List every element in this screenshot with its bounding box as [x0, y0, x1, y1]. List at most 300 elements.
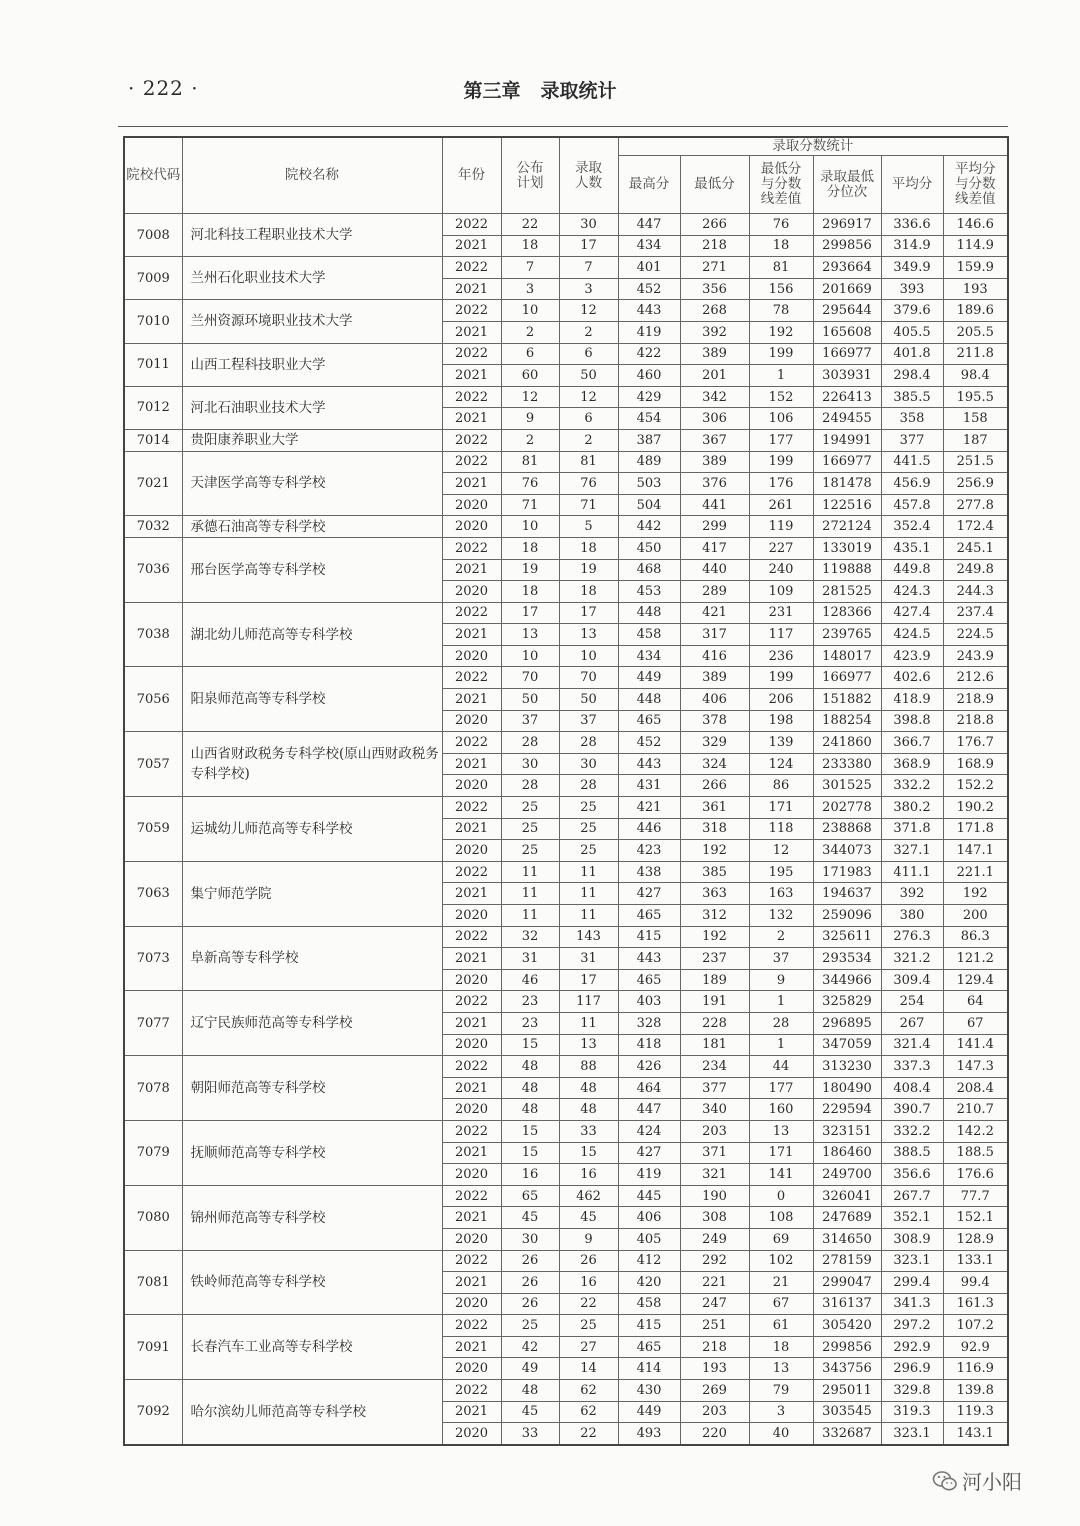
cell-max: 415: [618, 926, 680, 948]
cell-year: 2022: [442, 1185, 501, 1207]
cell-min: 376: [680, 473, 749, 495]
cell-min: 318: [680, 818, 749, 840]
cell-min-rank: 202778: [813, 797, 881, 819]
cell-admitted: 2: [559, 429, 618, 451]
cell-min-rank: 344073: [813, 840, 881, 862]
cell-avg: 267.7: [881, 1185, 943, 1207]
cell-min-diff: 199: [749, 451, 813, 473]
cell-max: 450: [618, 537, 680, 559]
cell-avg: 371.8: [881, 818, 943, 840]
cell-plan: 37: [501, 710, 559, 732]
cell-year: 2021: [442, 559, 501, 581]
cell-max: 415: [618, 1315, 680, 1337]
cell-min-diff: 40: [749, 1423, 813, 1445]
cell-min-diff: 199: [749, 343, 813, 365]
cell-max: 405: [618, 1228, 680, 1250]
cell-max: 489: [618, 451, 680, 473]
cell-year: 2021: [442, 321, 501, 343]
cell-min: 193: [680, 1358, 749, 1380]
cell-plan: 70: [501, 667, 559, 689]
table-row: [124, 343, 1008, 365]
cell-avg-diff: 176.6: [943, 1164, 1008, 1186]
cell-avg-diff: 147.1: [943, 840, 1008, 862]
cell-min-diff: 195: [749, 861, 813, 883]
cell-min-diff: 171: [749, 1142, 813, 1164]
cell-admitted: 70: [559, 667, 618, 689]
cell-min-rank: 180490: [813, 1077, 881, 1099]
cell-plan: 22: [501, 214, 559, 236]
cell-avg: 352.4: [881, 516, 943, 538]
table-row: [124, 1056, 1008, 1078]
cell-min-diff: 119: [749, 516, 813, 538]
cell-min-rank: 188254: [813, 710, 881, 732]
cell-min: 289: [680, 581, 749, 603]
cell-plan: 15: [501, 1142, 559, 1164]
cell-max: 447: [618, 1099, 680, 1121]
cell-max: 443: [618, 948, 680, 970]
cell-min-rank: 344966: [813, 969, 881, 991]
cell-year: 2021: [442, 408, 501, 430]
cell-admitted: 11: [559, 883, 618, 905]
cell-min-diff: 108: [749, 1207, 813, 1229]
cell-min: 192: [680, 840, 749, 862]
cell-max: 429: [618, 386, 680, 408]
cell-admitted: 15: [559, 1142, 618, 1164]
cell-max: 503: [618, 473, 680, 495]
cell-min-diff: 81: [749, 257, 813, 279]
cell-max: 434: [618, 645, 680, 667]
school-name: 集宁师范学院: [182, 861, 442, 926]
cell-avg: 402.6: [881, 667, 943, 689]
cell-min-diff: 139: [749, 732, 813, 754]
cell-min-rank: 295644: [813, 300, 881, 322]
cell-min-rank: 165608: [813, 321, 881, 343]
school-name: 锦州师范高等专科学校: [182, 1185, 442, 1250]
cell-max: 454: [618, 408, 680, 430]
cell-avg-diff: 244.3: [943, 581, 1008, 603]
cell-min-rank: 299856: [813, 1336, 881, 1358]
cell-avg-diff: 212.6: [943, 667, 1008, 689]
cell-min-diff: 3: [749, 1401, 813, 1423]
table-row: [124, 516, 1008, 538]
school-code: 7032: [124, 516, 182, 538]
cell-max: 442: [618, 516, 680, 538]
school-name: 阜新高等专科学校: [182, 926, 442, 991]
cell-avg-diff: 141.4: [943, 1034, 1008, 1056]
cell-year: 2021: [442, 1142, 501, 1164]
school-name: 山西工程科技职业大学: [182, 343, 442, 386]
cell-avg: 321.4: [881, 1034, 943, 1056]
cell-min-diff: 79: [749, 1380, 813, 1402]
cell-min: 378: [680, 710, 749, 732]
cell-avg: 329.8: [881, 1380, 943, 1402]
header-max: 最高分: [618, 156, 680, 214]
cell-min-diff: 198: [749, 710, 813, 732]
cell-min-diff: 28: [749, 1012, 813, 1034]
cell-avg: 254: [881, 991, 943, 1013]
cell-avg: 401.8: [881, 343, 943, 365]
footer-watermark: [932, 1466, 1022, 1495]
cell-plan: 18: [501, 235, 559, 257]
cell-admitted: 62: [559, 1380, 618, 1402]
cell-min-diff: 156: [749, 278, 813, 300]
school-code: 7012: [124, 386, 182, 429]
cell-year: 2022: [442, 926, 501, 948]
cell-min-diff: 9: [749, 969, 813, 991]
cell-max: 449: [618, 1401, 680, 1423]
cell-admitted: 3: [559, 278, 618, 300]
cell-min-diff: 18: [749, 1336, 813, 1358]
cell-year: 2021: [442, 818, 501, 840]
cell-min: 221: [680, 1272, 749, 1294]
cell-min: 269: [680, 1380, 749, 1402]
cell-min: 271: [680, 257, 749, 279]
school-name: 承德石油高等专科学校: [182, 516, 442, 538]
cell-min-diff: 1: [749, 1034, 813, 1056]
cell-admitted: 81: [559, 451, 618, 473]
cell-max: 438: [618, 861, 680, 883]
cell-plan: 33: [501, 1423, 559, 1445]
cell-avg: 358: [881, 408, 943, 430]
cell-avg-diff: 205.5: [943, 321, 1008, 343]
cell-min: 356: [680, 278, 749, 300]
cell-year: 2022: [442, 537, 501, 559]
school-code: 7092: [124, 1380, 182, 1445]
cell-avg-diff: 152.1: [943, 1207, 1008, 1229]
cell-max: 426: [618, 1056, 680, 1078]
cell-min: 228: [680, 1012, 749, 1034]
cell-plan: 19: [501, 559, 559, 581]
cell-avg: 423.9: [881, 645, 943, 667]
school-name: 贵阳康养职业大学: [182, 429, 442, 451]
cell-min: 377: [680, 1077, 749, 1099]
cell-admitted: 9: [559, 1228, 618, 1250]
cell-avg-diff: 251.5: [943, 451, 1008, 473]
school-code: 7008: [124, 214, 182, 257]
cell-min-rank: 299047: [813, 1272, 881, 1294]
cell-min-diff: 13: [749, 1358, 813, 1380]
cell-avg-diff: 211.8: [943, 343, 1008, 365]
cell-year: 2020: [442, 645, 501, 667]
cell-max: 401: [618, 257, 680, 279]
cell-admitted: 7: [559, 257, 618, 279]
cell-admitted: 30: [559, 753, 618, 775]
cell-plan: 2: [501, 321, 559, 343]
cell-min-diff: 132: [749, 905, 813, 927]
cell-min: 321: [680, 1164, 749, 1186]
cell-min-rank: 314650: [813, 1228, 881, 1250]
cell-max: 453: [618, 581, 680, 603]
cell-admitted: 117: [559, 991, 618, 1013]
table-row: [124, 429, 1008, 451]
table-body: [124, 214, 1008, 1445]
cell-min: 203: [680, 1120, 749, 1142]
cell-min: 385: [680, 861, 749, 883]
cell-admitted: 88: [559, 1056, 618, 1078]
cell-plan: 48: [501, 1099, 559, 1121]
cell-plan: 48: [501, 1077, 559, 1099]
cell-max: 446: [618, 818, 680, 840]
school-name: 哈尔滨幼儿师范高等专科学校: [182, 1380, 442, 1445]
cell-plan: 13: [501, 624, 559, 646]
cell-min-rank: 347059: [813, 1034, 881, 1056]
cell-plan: 25: [501, 797, 559, 819]
cell-max: 414: [618, 1358, 680, 1380]
cell-min-rank: 325829: [813, 991, 881, 1013]
cell-plan: 10: [501, 645, 559, 667]
cell-min: 192: [680, 926, 749, 948]
cell-min-rank: 325611: [813, 926, 881, 948]
cell-year: 2021: [442, 278, 501, 300]
cell-min: 190: [680, 1185, 749, 1207]
cell-max: 443: [618, 753, 680, 775]
cell-admitted: 6: [559, 408, 618, 430]
cell-avg-diff: 99.4: [943, 1272, 1008, 1294]
school-name: 铁岭师范高等专科学校: [182, 1250, 442, 1315]
cell-avg: 297.2: [881, 1315, 943, 1337]
cell-plan: 6: [501, 343, 559, 365]
cell-avg: 337.3: [881, 1056, 943, 1078]
cell-plan: 25: [501, 1315, 559, 1337]
cell-admitted: 71: [559, 494, 618, 516]
cell-year: 2021: [442, 473, 501, 495]
cell-min-rank: 201669: [813, 278, 881, 300]
cell-min-rank: 295011: [813, 1380, 881, 1402]
cell-avg: 380.2: [881, 797, 943, 819]
cell-avg-diff: 256.9: [943, 473, 1008, 495]
cell-min-diff: 118: [749, 818, 813, 840]
cell-min-diff: 102: [749, 1250, 813, 1272]
cell-min-diff: 177: [749, 1077, 813, 1099]
cell-max: 403: [618, 991, 680, 1013]
cell-min-rank: 296917: [813, 214, 881, 236]
cell-avg: 379.6: [881, 300, 943, 322]
cell-year: 2020: [442, 516, 501, 538]
cell-year: 2021: [442, 948, 501, 970]
cell-avg: 393: [881, 278, 943, 300]
cell-admitted: 18: [559, 581, 618, 603]
school-code: 7080: [124, 1185, 182, 1250]
school-name: 阳泉师范高等专科学校: [182, 667, 442, 732]
cell-max: 447: [618, 214, 680, 236]
cell-avg: 341.3: [881, 1293, 943, 1315]
cell-min-rank: 128366: [813, 602, 881, 624]
cell-plan: 15: [501, 1034, 559, 1056]
cell-plan: 16: [501, 1164, 559, 1186]
cell-min-diff: 86: [749, 775, 813, 797]
cell-avg: 323.1: [881, 1250, 943, 1272]
cell-min-diff: 163: [749, 883, 813, 905]
cell-max: 419: [618, 1164, 680, 1186]
cell-admitted: 16: [559, 1164, 618, 1186]
cell-max: 412: [618, 1250, 680, 1272]
cell-max: 424: [618, 1120, 680, 1142]
cell-min: 392: [680, 321, 749, 343]
school-code: 7056: [124, 667, 182, 732]
cell-plan: 45: [501, 1401, 559, 1423]
school-code: 7057: [124, 732, 182, 797]
cell-admitted: 13: [559, 1034, 618, 1056]
cell-avg: 441.5: [881, 451, 943, 473]
cell-plan: 76: [501, 473, 559, 495]
cell-min-rank: 316137: [813, 1293, 881, 1315]
cell-avg: 276.3: [881, 926, 943, 948]
cell-year: 2021: [442, 689, 501, 711]
cell-year: 2021: [442, 1336, 501, 1358]
school-name: 兰州资源环境职业技术大学: [182, 300, 442, 343]
cell-plan: 23: [501, 1012, 559, 1034]
cell-avg-diff: 64: [943, 991, 1008, 1013]
cell-min: 342: [680, 386, 749, 408]
cell-min-rank: 305420: [813, 1315, 881, 1337]
school-code: 7078: [124, 1056, 182, 1121]
cell-avg: 435.1: [881, 537, 943, 559]
header-admitted: 录取人数: [559, 137, 618, 214]
cell-min-diff: 192: [749, 321, 813, 343]
cell-plan: 31: [501, 948, 559, 970]
cell-avg: 292.9: [881, 1336, 943, 1358]
cell-admitted: 14: [559, 1358, 618, 1380]
cell-admitted: 11: [559, 861, 618, 883]
cell-min-rank: 299856: [813, 235, 881, 257]
cell-year: 2021: [442, 235, 501, 257]
cell-avg-diff: 210.7: [943, 1099, 1008, 1121]
cell-year: 2020: [442, 1099, 501, 1121]
cell-min: 416: [680, 645, 749, 667]
cell-year: 2022: [442, 343, 501, 365]
cell-admitted: 17: [559, 969, 618, 991]
cell-plan: 28: [501, 775, 559, 797]
cell-year: 2022: [442, 214, 501, 236]
cell-admitted: 28: [559, 732, 618, 754]
cell-plan: 26: [501, 1250, 559, 1272]
cell-min-rank: 148017: [813, 645, 881, 667]
table-row: [124, 537, 1008, 559]
cell-min-rank: 122516: [813, 494, 881, 516]
cell-avg: 332.2: [881, 1120, 943, 1142]
cell-plan: 30: [501, 753, 559, 775]
cell-avg-diff: 121.2: [943, 948, 1008, 970]
cell-year: 2020: [442, 710, 501, 732]
cell-plan: 12: [501, 386, 559, 408]
cell-min-diff: 44: [749, 1056, 813, 1078]
cell-max: 423: [618, 840, 680, 862]
cell-admitted: 11: [559, 905, 618, 927]
cell-avg-diff: 143.1: [943, 1423, 1008, 1445]
cell-min-diff: 69: [749, 1228, 813, 1250]
cell-plan: 9: [501, 408, 559, 430]
cell-admitted: 19: [559, 559, 618, 581]
cell-year: 2021: [442, 1077, 501, 1099]
cell-plan: 42: [501, 1336, 559, 1358]
cell-avg: 296.9: [881, 1358, 943, 1380]
cell-min: 389: [680, 667, 749, 689]
cell-year: 2022: [442, 1056, 501, 1078]
cell-admitted: 26: [559, 1250, 618, 1272]
cell-avg-diff: 176.7: [943, 732, 1008, 754]
cell-plan: 49: [501, 1358, 559, 1380]
cell-min-rank: 332687: [813, 1423, 881, 1445]
cell-year: 2022: [442, 1380, 501, 1402]
cell-min-diff: 61: [749, 1315, 813, 1337]
cell-min-diff: 240: [749, 559, 813, 581]
cell-min-rank: 303931: [813, 365, 881, 387]
cell-year: 2022: [442, 602, 501, 624]
school-name: 兰州石化职业技术大学: [182, 257, 442, 300]
cell-year: 2022: [442, 667, 501, 689]
cell-plan: 48: [501, 1380, 559, 1402]
cell-avg-diff: 187: [943, 429, 1008, 451]
cell-avg-diff: 129.4: [943, 969, 1008, 991]
table-row: [124, 991, 1008, 1013]
cell-avg-diff: 114.9: [943, 235, 1008, 257]
header-score-group: 录取分数统计: [618, 137, 1008, 156]
cell-plan: 25: [501, 840, 559, 862]
table-row: [124, 257, 1008, 279]
school-name: 山西省财政税务专科学校(原山西财政税务专科学校): [182, 732, 442, 797]
cell-year: 2022: [442, 861, 501, 883]
cell-admitted: 143: [559, 926, 618, 948]
cell-year: 2020: [442, 905, 501, 927]
cell-avg: 321.2: [881, 948, 943, 970]
cell-avg: 299.4: [881, 1272, 943, 1294]
school-code: 7073: [124, 926, 182, 991]
school-code: 7059: [124, 797, 182, 862]
cell-min-rank: 326041: [813, 1185, 881, 1207]
cell-avg: 457.8: [881, 494, 943, 516]
cell-avg-diff: 221.1: [943, 861, 1008, 883]
header-code: 院校代码: [124, 137, 182, 214]
cell-avg: 449.8: [881, 559, 943, 581]
cell-admitted: 22: [559, 1423, 618, 1445]
cell-plan: 10: [501, 516, 559, 538]
cell-max: 504: [618, 494, 680, 516]
cell-year: 2020: [442, 1423, 501, 1445]
cell-admitted: 27: [559, 1336, 618, 1358]
cell-max: 328: [618, 1012, 680, 1034]
header-min-rank: 录取最低分位次: [813, 156, 881, 214]
cell-min-diff: 2: [749, 926, 813, 948]
cell-admitted: 48: [559, 1077, 618, 1099]
cell-avg-diff: 77.7: [943, 1185, 1008, 1207]
cell-admitted: 17: [559, 602, 618, 624]
cell-admitted: 50: [559, 365, 618, 387]
cell-min-diff: 0: [749, 1185, 813, 1207]
cell-admitted: 5: [559, 516, 618, 538]
cell-admitted: 30: [559, 214, 618, 236]
cell-avg: 356.6: [881, 1164, 943, 1186]
cell-avg: 377: [881, 429, 943, 451]
cell-min-rank: 293664: [813, 257, 881, 279]
cell-min-rank: 278159: [813, 1250, 881, 1272]
header-min-diff: 最低分与分数线差值: [749, 156, 813, 214]
cell-avg-diff: 249.8: [943, 559, 1008, 581]
cell-min-rank: 249455: [813, 408, 881, 430]
cell-min-rank: 119888: [813, 559, 881, 581]
table-row: [124, 214, 1008, 236]
cell-min-rank: 194991: [813, 429, 881, 451]
cell-min-rank: 301525: [813, 775, 881, 797]
cell-admitted: 462: [559, 1185, 618, 1207]
cell-min: 340: [680, 1099, 749, 1121]
cell-max: 427: [618, 883, 680, 905]
table-row: [124, 1185, 1008, 1207]
cell-avg: 456.9: [881, 473, 943, 495]
cell-avg-diff: 142.2: [943, 1120, 1008, 1142]
cell-plan: 28: [501, 732, 559, 754]
cell-admitted: 2: [559, 321, 618, 343]
cell-min-diff: 176: [749, 473, 813, 495]
